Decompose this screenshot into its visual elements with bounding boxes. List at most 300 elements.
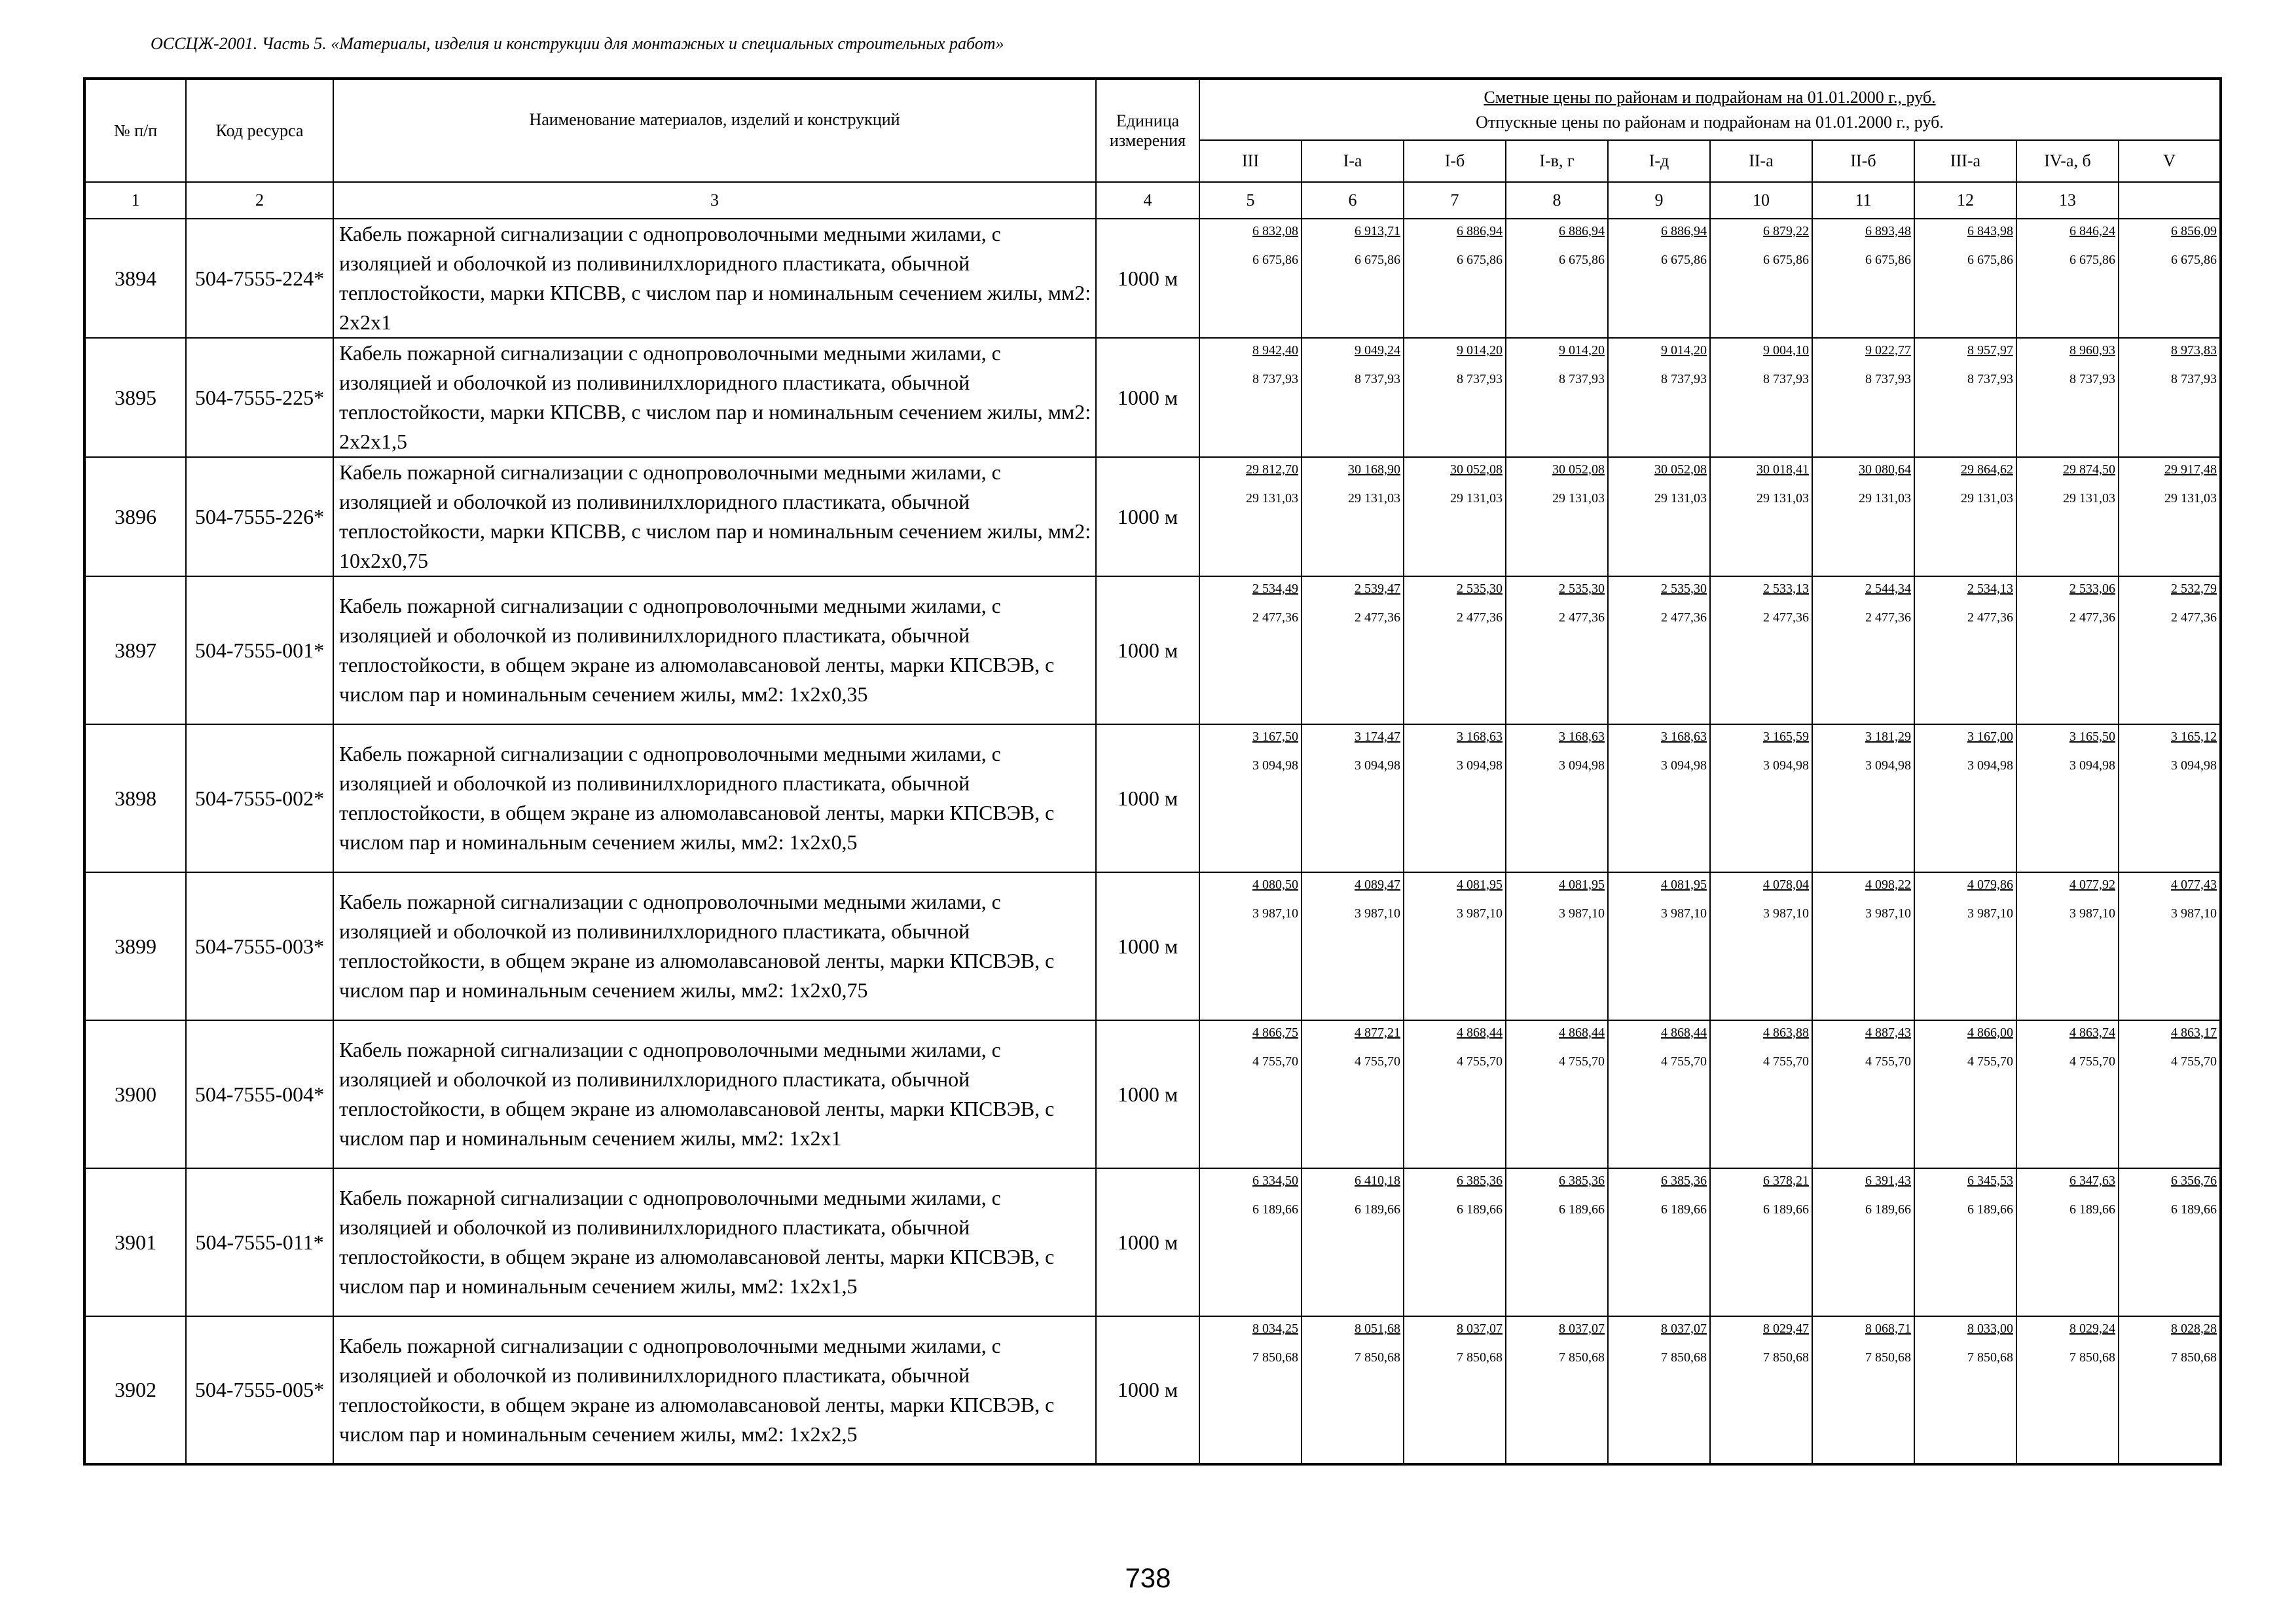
- table-row: [84, 1168, 2221, 1316]
- estimate-price: 2 533,06: [2069, 581, 2115, 596]
- estimate-price: 2 535,30: [1559, 581, 1605, 596]
- release-price: 4 755,70: [1865, 1054, 1911, 1069]
- column-number: 9: [1608, 182, 1710, 219]
- release-price: 3 094,98: [1252, 758, 1298, 773]
- estimate-price: 2 544,34: [1865, 581, 1911, 596]
- estimate-price: 2 534,49: [1252, 581, 1298, 596]
- release-price: 4 755,70: [1252, 1054, 1298, 1069]
- price-cell: [1710, 1168, 1812, 1316]
- release-price: 6 189,66: [1661, 1202, 1707, 1217]
- estimate-price: 4 887,43: [1865, 1025, 1911, 1040]
- release-price: 8 737,93: [1457, 372, 1503, 386]
- release-price: 2 477,36: [1661, 610, 1707, 625]
- estimate-price: 4 079,86: [1967, 877, 2013, 892]
- unit-of-measure: 1000 м: [1096, 724, 1199, 872]
- release-price: 6 675,86: [1661, 253, 1707, 267]
- price-cell: [1506, 724, 1608, 872]
- table-row: [84, 457, 2221, 576]
- price-cell: [1506, 576, 1608, 724]
- estimate-price: 2 535,30: [1661, 581, 1707, 596]
- release-price: 6 189,66: [1252, 1202, 1298, 1217]
- price-cell: [1914, 576, 2016, 724]
- estimate-price: 9 014,20: [1661, 343, 1707, 358]
- estimate-price: 6 334,50: [1252, 1173, 1298, 1188]
- table-row: [84, 338, 2221, 457]
- estimate-price: 4 866,00: [1967, 1025, 2013, 1040]
- estimate-price: 30 168,90: [1348, 462, 1400, 477]
- price-cell: [1608, 1020, 1710, 1168]
- table-row: [84, 724, 2221, 872]
- price-cell: [1812, 219, 1914, 338]
- release-price: 29 131,03: [1348, 491, 1400, 506]
- material-name: Кабель пожарной сигнализации с однопроволочными медными жилами, с изоляцией и оболочкой из поливинилхлоридного пластиката, обычной теплостойкости, в общем экране из алюмолавсановой ленты, марки КПСВЭВ, с числом пар и номинальным сечением жилы, мм2: 1х2х0,5: [333, 724, 1096, 872]
- material-name: Кабель пожарной сигнализации с однопроволочными медными жилами, с изоляцией и оболочкой из поливинилхлоридного пластиката, обычной теплостойкости, марки КПСВВ, с числом пар и номинальным сечением жилы, мм2: 2х2х1,5: [333, 338, 1096, 457]
- estimate-price: 29 812,70: [1246, 462, 1298, 477]
- estimate-price: 30 052,08: [1450, 462, 1503, 477]
- estimate-price: 3 168,63: [1457, 729, 1503, 744]
- estimate-price: 2 533,13: [1763, 581, 1809, 596]
- price-cell: [1710, 338, 1812, 457]
- price-cell: [2119, 872, 2221, 1020]
- column-number: 8: [1506, 182, 1608, 219]
- material-name: Кабель пожарной сигнализации с однопроволочными медными жилами, с изоляцией и оболочкой из поливинилхлоридного пластиката, обычной теплостойкости, марки КПСВВ, с числом пар и номинальным сечением жилы, мм2: 2х2х1: [333, 219, 1096, 338]
- estimate-price: 30 080,64: [1859, 462, 1911, 477]
- release-price: 2 477,36: [1252, 610, 1298, 625]
- region-header: IV-а, б: [2016, 140, 2119, 182]
- estimate-price: 4 078,04: [1763, 877, 1809, 892]
- estimate-price: 6 410,18: [1355, 1173, 1400, 1188]
- price-cell: [1199, 872, 1302, 1020]
- price-cell: [2016, 1168, 2119, 1316]
- price-cell: [1199, 576, 1302, 724]
- column-number: 7: [1404, 182, 1506, 219]
- region-header: I-а: [1302, 140, 1404, 182]
- release-price: 6 675,86: [1355, 253, 1400, 267]
- document-header: ОССЦЖ-2001. Часть 5. «Материалы, изделия и конструкции для монтажных и специальных строительных работ»: [151, 34, 1004, 53]
- estimate-price: 8 034,25: [1252, 1321, 1298, 1336]
- column-number: 11: [1812, 182, 1914, 219]
- release-price: 3 987,10: [1865, 906, 1911, 921]
- release-price: 6 675,86: [1865, 253, 1911, 267]
- price-cell: [1199, 1316, 1302, 1464]
- release-price: 3 987,10: [2069, 906, 2115, 921]
- price-cell: [1506, 219, 1608, 338]
- price-cell: [1914, 872, 2016, 1020]
- release-price: 2 477,36: [1355, 610, 1400, 625]
- estimate-price: 3 181,29: [1865, 729, 1911, 744]
- release-price: 7 850,68: [1559, 1350, 1605, 1365]
- price-cell: [1404, 872, 1506, 1020]
- price-cell: [2119, 1316, 2221, 1464]
- price-cell: [1404, 1020, 1506, 1168]
- release-price: 3 094,98: [1559, 758, 1605, 773]
- table-row: [84, 1316, 2221, 1464]
- estimate-price: 29 917,48: [2164, 462, 2217, 477]
- region-header: II-а: [1710, 140, 1812, 182]
- release-price: 7 850,68: [1355, 1350, 1400, 1365]
- estimate-price: 8 029,24: [2069, 1321, 2115, 1336]
- estimate-price: 3 167,50: [1252, 729, 1298, 744]
- estimate-price: 3 174,47: [1355, 729, 1400, 744]
- estimate-price: 4 863,88: [1763, 1025, 1809, 1040]
- release-price: 29 131,03: [2164, 491, 2217, 506]
- price-cell: [1914, 724, 2016, 872]
- estimate-price: 6 378,21: [1763, 1173, 1809, 1188]
- row-number: 3895: [84, 338, 186, 457]
- release-price: 6 675,86: [1252, 253, 1298, 267]
- release-price: 8 737,93: [2069, 372, 2115, 386]
- price-cell: [1302, 576, 1404, 724]
- price-cell: [1302, 1020, 1404, 1168]
- price-cell: [1404, 219, 1506, 338]
- row-number: 3897: [84, 576, 186, 724]
- estimate-price: 6 843,98: [1967, 224, 2013, 238]
- region-header: V: [2119, 140, 2221, 182]
- release-price: 3 094,98: [1865, 758, 1911, 773]
- header-estimate-prices: Сметные цены по районам и подрайонам на 01.01.2000 г., руб.: [1484, 87, 1936, 107]
- estimate-price: 9 014,20: [1457, 343, 1503, 358]
- unit-of-measure: 1000 м: [1096, 457, 1199, 576]
- estimate-price: 8 957,97: [1967, 343, 2013, 358]
- release-price: 8 737,93: [1865, 372, 1911, 386]
- estimate-price: 9 049,24: [1355, 343, 1400, 358]
- release-price: 29 131,03: [1757, 491, 1809, 506]
- release-price: 7 850,68: [2069, 1350, 2115, 1365]
- column-number: 6: [1302, 182, 1404, 219]
- estimate-price: 8 037,07: [1457, 1321, 1503, 1336]
- estimate-price: 4 863,17: [2171, 1025, 2217, 1040]
- estimate-price: 6 385,36: [1457, 1173, 1503, 1188]
- price-cell: [1506, 1020, 1608, 1168]
- estimate-price: 3 165,59: [1763, 729, 1809, 744]
- region-header: II-б: [1812, 140, 1914, 182]
- release-price: 8 737,93: [1661, 372, 1707, 386]
- resource-code: 504-7555-225*: [186, 338, 333, 457]
- release-price: 6 189,66: [1457, 1202, 1503, 1217]
- estimate-price: 6 886,94: [1457, 224, 1503, 238]
- price-cell: [1914, 338, 2016, 457]
- estimate-price: 8 037,07: [1661, 1321, 1707, 1336]
- price-cell: [1812, 1020, 1914, 1168]
- price-cell: [1199, 1168, 1302, 1316]
- estimate-price: 6 886,94: [1661, 224, 1707, 238]
- price-cell: [2119, 219, 2221, 338]
- price-cell: [1710, 1020, 1812, 1168]
- release-price: 6 675,86: [1967, 253, 2013, 267]
- price-cell: [1506, 1168, 1608, 1316]
- price-cell: [1710, 219, 1812, 338]
- release-price: 7 850,68: [1967, 1350, 2013, 1365]
- price-cell: [1199, 457, 1302, 576]
- price-cell: [1812, 457, 1914, 576]
- price-cell: [1914, 457, 2016, 576]
- estimate-price: 4 863,74: [2069, 1025, 2115, 1040]
- estimate-price: 30 052,08: [1654, 462, 1707, 477]
- release-price: 2 477,36: [1763, 610, 1809, 625]
- estimate-price: 30 052,08: [1552, 462, 1605, 477]
- release-price: 8 737,93: [1763, 372, 1809, 386]
- estimate-price: 30 018,41: [1757, 462, 1809, 477]
- region-header: III-а: [1914, 140, 2016, 182]
- price-cell: [2119, 1020, 2221, 1168]
- row-number: 3901: [84, 1168, 186, 1316]
- release-price: 7 850,68: [1865, 1350, 1911, 1365]
- estimate-price: 6 391,43: [1865, 1173, 1911, 1188]
- estimate-price: 6 886,94: [1559, 224, 1605, 238]
- region-header: I-в, г: [1506, 140, 1608, 182]
- estimate-price: 3 168,63: [1559, 729, 1605, 744]
- row-number: 3898: [84, 724, 186, 872]
- unit-of-measure: 1000 м: [1096, 1020, 1199, 1168]
- price-cell: [1404, 576, 1506, 724]
- estimate-price: 4 866,75: [1252, 1025, 1298, 1040]
- resource-code: 504-7555-003*: [186, 872, 333, 1020]
- release-price: 3 987,10: [1763, 906, 1809, 921]
- release-price: 6 675,86: [1763, 253, 1809, 267]
- price-cell: [1710, 724, 1812, 872]
- row-number: 3894: [84, 219, 186, 338]
- release-price: 6 189,66: [2171, 1202, 2217, 1217]
- release-price: 8 737,93: [1559, 372, 1605, 386]
- price-cell: [1199, 338, 1302, 457]
- release-price: 4 755,70: [1763, 1054, 1809, 1069]
- estimate-price: 6 846,24: [2069, 224, 2115, 238]
- column-number: 12: [1914, 182, 2016, 219]
- release-price: 6 675,86: [1559, 253, 1605, 267]
- release-price: 7 850,68: [1661, 1350, 1707, 1365]
- estimate-price: 6 879,22: [1763, 224, 1809, 238]
- resource-code: 504-7555-002*: [186, 724, 333, 872]
- release-price: 3 094,98: [1661, 758, 1707, 773]
- price-cell: [1812, 1316, 1914, 1464]
- price-cell: [1608, 219, 1710, 338]
- estimate-price: 29 874,50: [2063, 462, 2115, 477]
- estimate-price: 6 347,63: [2069, 1173, 2115, 1188]
- price-cell: [1302, 1316, 1404, 1464]
- release-price: 3 987,10: [1457, 906, 1503, 921]
- release-price: 29 131,03: [1654, 491, 1707, 506]
- price-cell: [1506, 1316, 1608, 1464]
- estimate-price: 4 081,95: [1457, 877, 1503, 892]
- price-cell: [1812, 872, 1914, 1020]
- resource-code: 504-7555-001*: [186, 576, 333, 724]
- column-number: 13: [2016, 182, 2119, 219]
- price-cell: [2119, 1168, 2221, 1316]
- price-cell: [1404, 338, 1506, 457]
- header-unit: Единица измерения: [1096, 79, 1199, 182]
- price-cell: [1812, 338, 1914, 457]
- price-cell: [1608, 338, 1710, 457]
- release-price: 8 737,93: [1967, 372, 2013, 386]
- release-price: 2 477,36: [1967, 610, 2013, 625]
- material-name: Кабель пожарной сигнализации с однопроволочными медными жилами, с изоляцией и оболочкой из поливинилхлоридного пластиката, обычной теплостойкости, в общем экране из алюмолавсановой ленты, марки КПСВЭВ, с числом пар и номинальным сечением жилы, мм2: 1х2х2,5: [333, 1316, 1096, 1464]
- release-price: 8 737,93: [1252, 372, 1298, 386]
- price-cell: [1302, 338, 1404, 457]
- price-cell: [1506, 338, 1608, 457]
- column-number: 10: [1710, 182, 1812, 219]
- release-price: 7 850,68: [1457, 1350, 1503, 1365]
- estimate-price: 8 942,40: [1252, 343, 1298, 358]
- price-cell: [1404, 1316, 1506, 1464]
- estimate-price: 6 345,53: [1967, 1173, 2013, 1188]
- estimate-price: 6 356,76: [2171, 1173, 2217, 1188]
- release-price: 29 131,03: [1552, 491, 1605, 506]
- table-row: [84, 219, 2221, 338]
- estimate-price: 4 077,92: [2069, 877, 2115, 892]
- unit-of-measure: 1000 м: [1096, 219, 1199, 338]
- release-price: 3 094,98: [1967, 758, 2013, 773]
- price-cell: [2016, 457, 2119, 576]
- release-price: 3 987,10: [1355, 906, 1400, 921]
- estimate-price: 8 029,47: [1763, 1321, 1809, 1336]
- price-cell: [1199, 219, 1302, 338]
- release-price: 3 987,10: [1252, 906, 1298, 921]
- estimate-price: 6 893,48: [1865, 224, 1911, 238]
- estimate-price: 6 385,36: [1559, 1173, 1605, 1188]
- price-cell: [1710, 576, 1812, 724]
- estimate-price: 8 028,28: [2171, 1321, 2217, 1336]
- estimate-price: 4 868,44: [1457, 1025, 1503, 1040]
- estimate-price: 9 022,77: [1865, 343, 1911, 358]
- material-name: Кабель пожарной сигнализации с однопроволочными медными жилами, с изоляцией и оболочкой из поливинилхлоридного пластиката, обычной теплостойкости, в общем экране из алюмолавсановой ленты, марки КПСВЭВ, с числом пар и номинальным сечением жилы, мм2: 1х2х1: [333, 1020, 1096, 1168]
- unit-of-measure: 1000 м: [1096, 576, 1199, 724]
- column-number: 4: [1096, 182, 1199, 219]
- release-price: 2 477,36: [2171, 610, 2217, 625]
- price-cell: [1914, 219, 2016, 338]
- release-price: 7 850,68: [2171, 1350, 2217, 1365]
- release-price: 2 477,36: [1457, 610, 1503, 625]
- region-header: I-б: [1404, 140, 1506, 182]
- unit-of-measure: 1000 м: [1096, 338, 1199, 457]
- release-price: 3 094,98: [1763, 758, 1809, 773]
- release-price: 6 189,66: [1355, 1202, 1400, 1217]
- release-price: 4 755,70: [1559, 1054, 1605, 1069]
- region-header: III: [1199, 140, 1302, 182]
- price-cell: [1914, 1316, 2016, 1464]
- release-price: 6 189,66: [1967, 1202, 2013, 1217]
- price-cell: [1914, 1168, 2016, 1316]
- resource-code: 504-7555-226*: [186, 457, 333, 576]
- release-price: 29 131,03: [1450, 491, 1503, 506]
- release-price: 3 094,98: [1355, 758, 1400, 773]
- release-price: 29 131,03: [2063, 491, 2115, 506]
- release-price: 4 755,70: [2171, 1054, 2217, 1069]
- estimate-price: 6 832,08: [1252, 224, 1298, 238]
- estimate-price: 8 033,00: [1967, 1321, 2013, 1336]
- release-price: 4 755,70: [1661, 1054, 1707, 1069]
- row-number: 3896: [84, 457, 186, 576]
- estimate-price: 6 385,36: [1661, 1173, 1707, 1188]
- page-number: 738: [1125, 1562, 1171, 1593]
- release-price: 3 987,10: [1967, 906, 2013, 921]
- release-price: 3 987,10: [2171, 906, 2217, 921]
- release-price: 4 755,70: [1457, 1054, 1503, 1069]
- release-price: 6 675,86: [1457, 253, 1503, 267]
- estimate-price: 6 856,09: [2171, 224, 2217, 238]
- release-price: 3 987,10: [1559, 906, 1605, 921]
- estimate-price: 4 089,47: [1355, 877, 1400, 892]
- unit-of-measure: 1000 м: [1096, 1316, 1199, 1464]
- estimate-price: 4 077,43: [2171, 877, 2217, 892]
- price-cell: [1914, 1020, 2016, 1168]
- price-cell: [1506, 457, 1608, 576]
- release-price: 6 189,66: [1559, 1202, 1605, 1217]
- table-row: [84, 872, 2221, 1020]
- estimate-price: 3 165,12: [2171, 729, 2217, 744]
- price-cell: [1812, 576, 1914, 724]
- price-cell: [1506, 872, 1608, 1020]
- price-cell: [2016, 872, 2119, 1020]
- price-cell: [1302, 1168, 1404, 1316]
- price-cell: [1812, 724, 1914, 872]
- price-cell: [1302, 219, 1404, 338]
- release-price: 29 131,03: [1961, 491, 2013, 506]
- price-cell: [2016, 338, 2119, 457]
- price-cell: [1608, 724, 1710, 872]
- price-cell: [1608, 872, 1710, 1020]
- header-code: Код ресурса: [186, 79, 333, 182]
- price-cell: [2016, 219, 2119, 338]
- row-number: 3902: [84, 1316, 186, 1464]
- release-price: 7 850,68: [1252, 1350, 1298, 1365]
- price-cell: [1199, 1020, 1302, 1168]
- material-name: Кабель пожарной сигнализации с однопроволочными медными жилами, с изоляцией и оболочкой из поливинилхлоридного пластиката, обычной теплостойкости, в общем экране из алюмолавсановой ленты, марки КПСВЭВ, с числом пар и номинальным сечением жилы, мм2: 1х2х0,35: [333, 576, 1096, 724]
- price-cell: [1302, 872, 1404, 1020]
- price-cell: [2119, 338, 2221, 457]
- price-cell: [2119, 457, 2221, 576]
- price-cell: [1404, 724, 1506, 872]
- header-prices: [1199, 79, 2221, 140]
- column-number: 2: [186, 182, 333, 219]
- row-number: 3900: [84, 1020, 186, 1168]
- estimate-price: 2 532,79: [2171, 581, 2217, 596]
- estimate-price: 4 081,95: [1559, 877, 1605, 892]
- estimate-price: 2 539,47: [1355, 581, 1400, 596]
- estimate-price: 9 014,20: [1559, 343, 1605, 358]
- estimate-price: 4 080,50: [1252, 877, 1298, 892]
- release-price: 4 755,70: [2069, 1054, 2115, 1069]
- release-price: 6 189,66: [2069, 1202, 2115, 1217]
- price-cell: [1199, 724, 1302, 872]
- price-cell: [1710, 1316, 1812, 1464]
- release-price: 4 755,70: [1967, 1054, 2013, 1069]
- release-price: 3 987,10: [1661, 906, 1707, 921]
- material-name: Кабель пожарной сигнализации с однопроволочными медными жилами, с изоляцией и оболочкой из поливинилхлоридного пластиката, обычной теплостойкости, марки КПСВВ, с числом пар и номинальным сечением жилы, мм2: 10х2х0,75: [333, 457, 1096, 576]
- price-cell: [1302, 457, 1404, 576]
- release-price: 2 477,36: [2069, 610, 2115, 625]
- estimate-price: 4 081,95: [1661, 877, 1707, 892]
- price-cell: [2016, 1316, 2119, 1464]
- price-cell: [1710, 872, 1812, 1020]
- header-no: № п/п: [84, 79, 186, 182]
- column-number: 3: [333, 182, 1096, 219]
- row-number: 3899: [84, 872, 186, 1020]
- unit-of-measure: 1000 м: [1096, 1168, 1199, 1316]
- column-number: 5: [1199, 182, 1302, 219]
- estimate-price: 3 165,50: [2069, 729, 2115, 744]
- release-price: 6 675,86: [2171, 253, 2217, 267]
- price-cell: [1404, 457, 1506, 576]
- release-price: 6 189,66: [1763, 1202, 1809, 1217]
- price-cell: [1608, 457, 1710, 576]
- estimate-price: 9 004,10: [1763, 343, 1809, 358]
- estimate-price: 6 913,71: [1355, 224, 1400, 238]
- price-cell: [2016, 576, 2119, 724]
- unit-of-measure: 1000 м: [1096, 872, 1199, 1020]
- price-cell: [1608, 1168, 1710, 1316]
- estimate-price: 8 068,71: [1865, 1321, 1911, 1336]
- price-cell: [1302, 724, 1404, 872]
